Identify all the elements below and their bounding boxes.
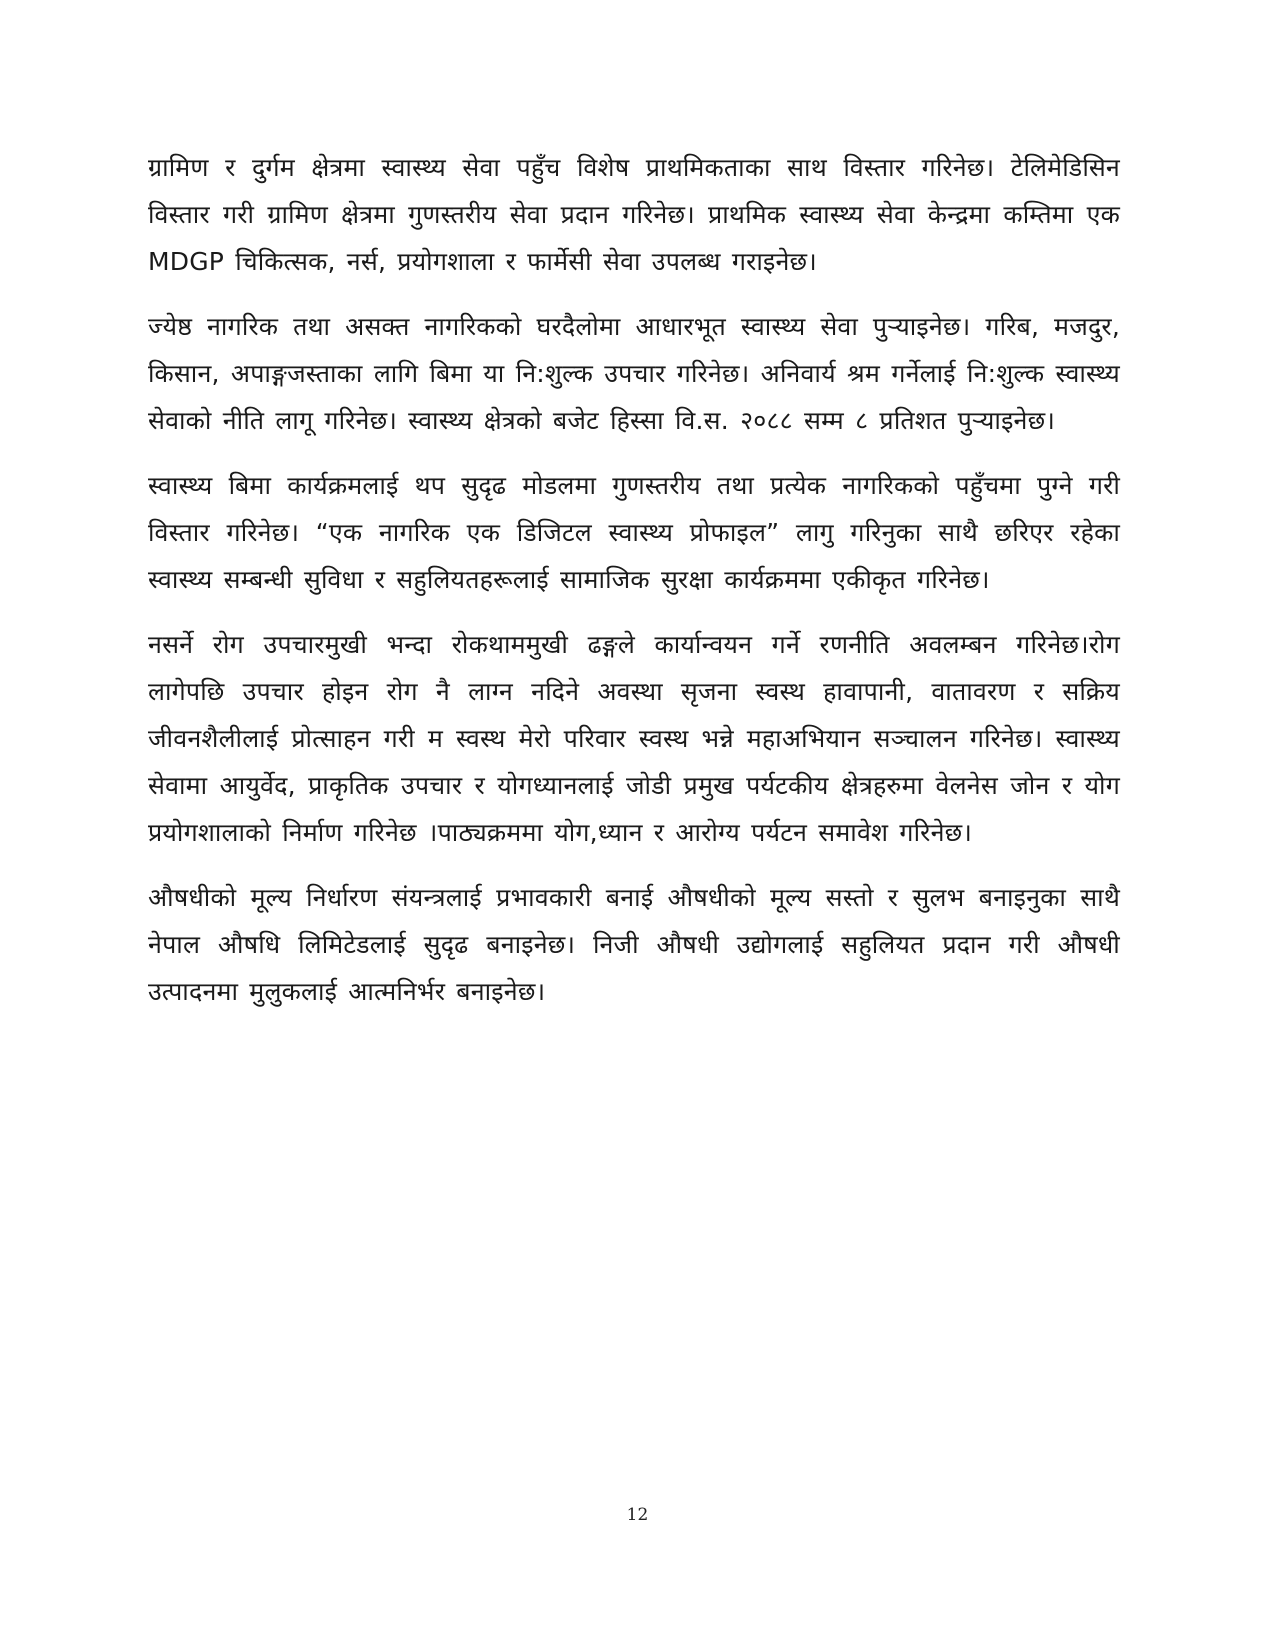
paragraph-medicine-pricing: औषधीको मूल्य निर्धारण संयन्त्रलाई प्रभावकारी बनाई औषधीको मूल्य सस्तो र सुलभ बनाइनुका साथै नेपाल औषधि लिमिटेडलाई सुदृढ बनाइनेछ। निजी औषधी उद्योगलाई सहुलियत प्रदान गरी औषधी उत्पादनमा मुलुकलाई आत्मनिर्भर बनाइनेछ। (148, 883, 1120, 1006)
document-body (148, 144, 1120, 1033)
paragraph-health-insurance: स्वास्थ्य बिमा कार्यक्रमलाई थप सुदृढ मोडलमा गुणस्तरीय तथा प्रत्येक नागरिकको पहुँचमा पुग्ने गरी विस्तार गरिनेछ। “एक नागरिक एक डिजिटल स्वास्थ्य प्रोफाइल” लागु गरिनुका साथै छरिएर रहेका स्वास्थ्य सम्बन्धी सुविधा र सहुलियतहरूलाई सामाजिक सुरक्षा कार्यक्रममा एकीकृत गरिनेछ। (148, 471, 1120, 594)
paragraph-senior-citizen-health: ज्येष्ठ नागरिक तथा असक्त नागरिकको घरदैलोमा आधारभूत स्वास्थ्य सेवा पुऱ्याइनेछ। गरिब, मजदुर, किसान, अपाङ्गजस्ताका लागि बिमा या नि:शुल्क उपचार गरिनेछ। अनिवार्य श्रम गर्नेलाई नि:शुल्क स्वास्थ्य सेवाको नीति लागू गरिनेछ। स्वास्थ्य क्षेत्रको बजेट हिस्सा वि.स. २०८८ सम्म ८ प्रतिशत पुऱ्याइनेछ। (148, 312, 1120, 435)
paragraph-preventive-care: नसर्ने रोग उपचारमुखी भन्दा रोकथाममुखी ढङ्गले कार्यान्वयन गर्ने रणनीति अवलम्बन गरिनेछ।रोग लागेपछि उपचार होइन रोग नै लाग्न नदिने अवस्था सृजना स्वस्थ हावापानी, वातावरण र सक्रिय जीवनशैलीलाई प्रोत्साहन गरी म स्वस्थ मेरो परिवार स्वस्थ भन्ने महाअभियान सञ्चालन गरिनेछ। स्वास्थ्य सेवामा आयुर्वेद, प्राकृतिक उपचार र योगध्यानलाई जोडी प्रमुख पर्यटकीय क्षेत्रहरुमा वेलनेस जोन र योग प्रयोगशालाको निर्माण गरिनेछ ।पाठ्यक्रममा योग,ध्यान र आरोग्य पर्यटन समावेश गरिनेछ। (148, 630, 1120, 847)
page-number: 12 (626, 1505, 649, 1525)
paragraph-rural-health-access: ग्रामिण र दुर्गम क्षेत्रमा स्वास्थ्य सेवा पहुँच विशेष प्राथमिकताका साथ विस्तार गरिनेछ। टेलिमेडिसिन विस्तार गरी ग्रामिण क्षेत्रमा गुणस्तरीय सेवा प्रदान गरिनेछ। प्राथमिक स्वास्थ्य सेवा केन्द्रमा कम्तिमा एक MDGP चिकित्सक, नर्स, प्रयोगशाला र फार्मेसी सेवा उपलब्ध गराइनेछ। (148, 153, 1120, 276)
